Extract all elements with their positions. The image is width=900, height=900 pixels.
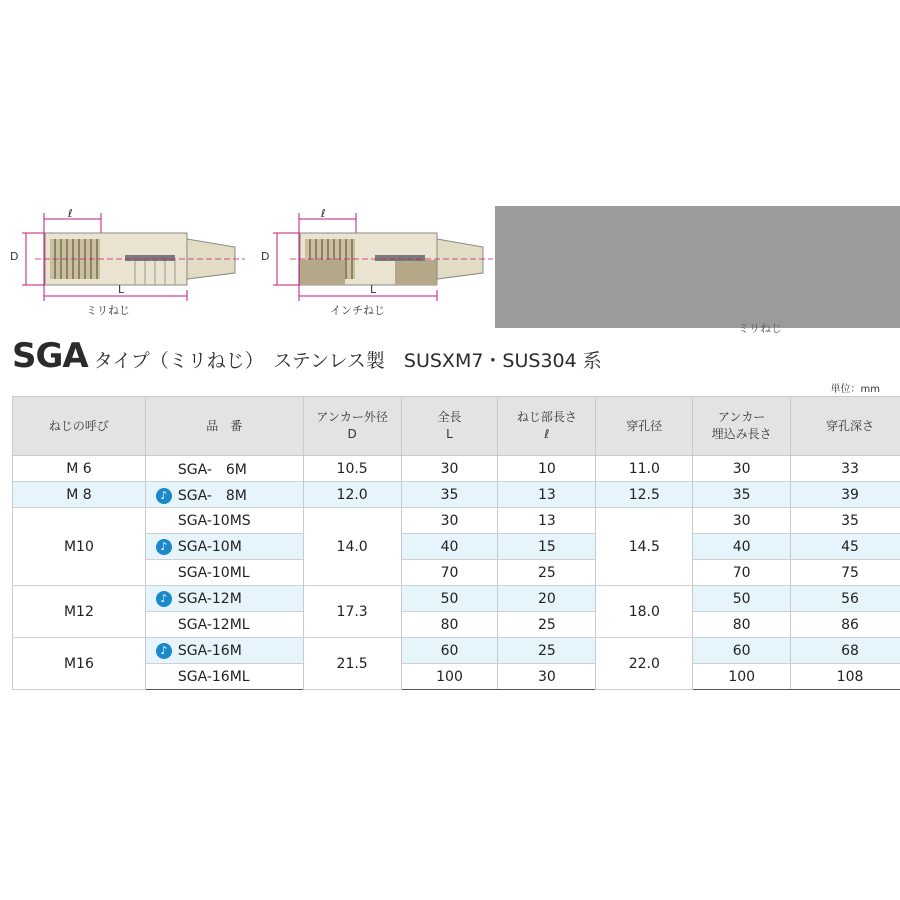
title-model: SGA [12, 336, 88, 376]
spec-table [12, 396, 900, 690]
diagram-l-label: ℓ [321, 207, 326, 220]
cell-L: 100 [401, 664, 498, 690]
cell-part: SGA-10ML [145, 560, 303, 586]
table-row [13, 664, 900, 690]
cell-depth: 45 [791, 534, 900, 560]
cell-embed: 40 [693, 534, 791, 560]
header-part: 品 番 [145, 397, 303, 456]
cell-depth: 56 [791, 586, 900, 612]
cell-l: 15 [498, 534, 596, 560]
cell-depth: 33 [791, 456, 900, 482]
cell-embed: 30 [693, 456, 791, 482]
diagram-l-label: ℓ [68, 207, 73, 220]
cell-d: 10.5 [303, 456, 401, 482]
header-outer-d: アンカー外径 D [303, 397, 401, 456]
diagram-L-label: L [370, 283, 377, 296]
cell-embed: 80 [693, 612, 791, 638]
cell-part: ♪ SGA- 8M [145, 482, 303, 508]
unit-label: 単位：mm [830, 384, 880, 395]
cell-size: M16 [13, 638, 146, 690]
cell-depth: 86 [791, 612, 900, 638]
diagram-L-label: L [118, 283, 125, 296]
cell-hole: 18.0 [596, 586, 693, 638]
cell-embed: 50 [693, 586, 791, 612]
diagram-caption-metric: ミリねじ [86, 304, 130, 317]
cell-part: SGA-10MS [145, 508, 303, 534]
cell-part: ♪ SGA-16M [145, 638, 303, 664]
cell-embed: 60 [693, 638, 791, 664]
table-row [13, 508, 900, 534]
cell-hole: 11.0 [596, 456, 693, 482]
header-length: 全長 L [401, 397, 498, 456]
cell-depth: 68 [791, 638, 900, 664]
cell-L: 40 [401, 534, 498, 560]
header-depth: 穿孔深さ [791, 397, 900, 456]
header-thread: ねじ部長さ ℓ [498, 397, 596, 456]
cell-L: 30 [401, 456, 498, 482]
table-row [13, 638, 900, 664]
cell-hole: 22.0 [596, 638, 693, 690]
cell-depth: 108 [791, 664, 900, 690]
cell-depth: 39 [791, 482, 900, 508]
standard-mark-icon: ♪ [156, 488, 172, 504]
table-row [13, 482, 900, 508]
cell-l: 25 [498, 612, 596, 638]
cell-l: 25 [498, 560, 596, 586]
cell-size: M12 [13, 586, 146, 638]
cell-part: ♪ SGA-12M [145, 586, 303, 612]
header-embed: アンカー 埋込み長さ [693, 397, 791, 456]
cell-part: SGA- 6M [145, 456, 303, 482]
cell-part: SGA-16ML [145, 664, 303, 690]
diagram-d-label: D [10, 250, 19, 263]
cell-hole: 12.5 [596, 482, 693, 508]
cell-hole: 14.5 [596, 508, 693, 586]
cell-l: 30 [498, 664, 596, 690]
table-row [13, 456, 900, 482]
standard-mark-icon: ♪ [156, 539, 172, 555]
cell-d: 21.5 [303, 638, 401, 690]
table-row [13, 612, 900, 638]
cell-l: 10 [498, 456, 596, 482]
cell-L: 50 [401, 586, 498, 612]
cell-size: M10 [13, 508, 146, 586]
cell-l: 13 [498, 508, 596, 534]
header-hole: 穿孔径 [596, 397, 693, 456]
title-description: タイプ（ミリねじ） ステンレス製 SUSXM7・SUS304 系 [93, 350, 602, 372]
table-row [13, 586, 900, 612]
cell-L: 70 [401, 560, 498, 586]
cell-d: 14.0 [303, 508, 401, 586]
cell-l: 13 [498, 482, 596, 508]
cell-embed: 100 [693, 664, 791, 690]
diagram-caption-inch: インチねじ [330, 304, 385, 317]
cell-part: SGA-12ML [145, 612, 303, 638]
cell-part: ♪ SGA-10M [145, 534, 303, 560]
cell-embed: 30 [693, 508, 791, 534]
cell-depth: 75 [791, 560, 900, 586]
cell-embed: 70 [693, 560, 791, 586]
cell-d: 12.0 [303, 482, 401, 508]
cell-embed: 35 [693, 482, 791, 508]
diagram-d-label: D [261, 250, 270, 263]
table-row [13, 560, 900, 586]
partial-caption: ミリねじ [738, 322, 782, 335]
cell-size: M 6 [13, 456, 146, 482]
cell-L: 60 [401, 638, 498, 664]
cell-L: 35 [401, 482, 498, 508]
page-title [12, 336, 602, 376]
image-placeholder [495, 206, 900, 328]
cell-depth: 35 [791, 508, 900, 534]
cell-L: 30 [401, 508, 498, 534]
cell-size: M 8 [13, 482, 146, 508]
table-row [13, 534, 900, 560]
table-header-row [13, 397, 900, 456]
cell-d: 17.3 [303, 586, 401, 638]
header-size: ねじの呼び [13, 397, 146, 456]
cell-L: 80 [401, 612, 498, 638]
standard-mark-icon: ♪ [156, 643, 172, 659]
cell-l: 25 [498, 638, 596, 664]
standard-mark-icon: ♪ [156, 591, 172, 607]
cell-l: 20 [498, 586, 596, 612]
